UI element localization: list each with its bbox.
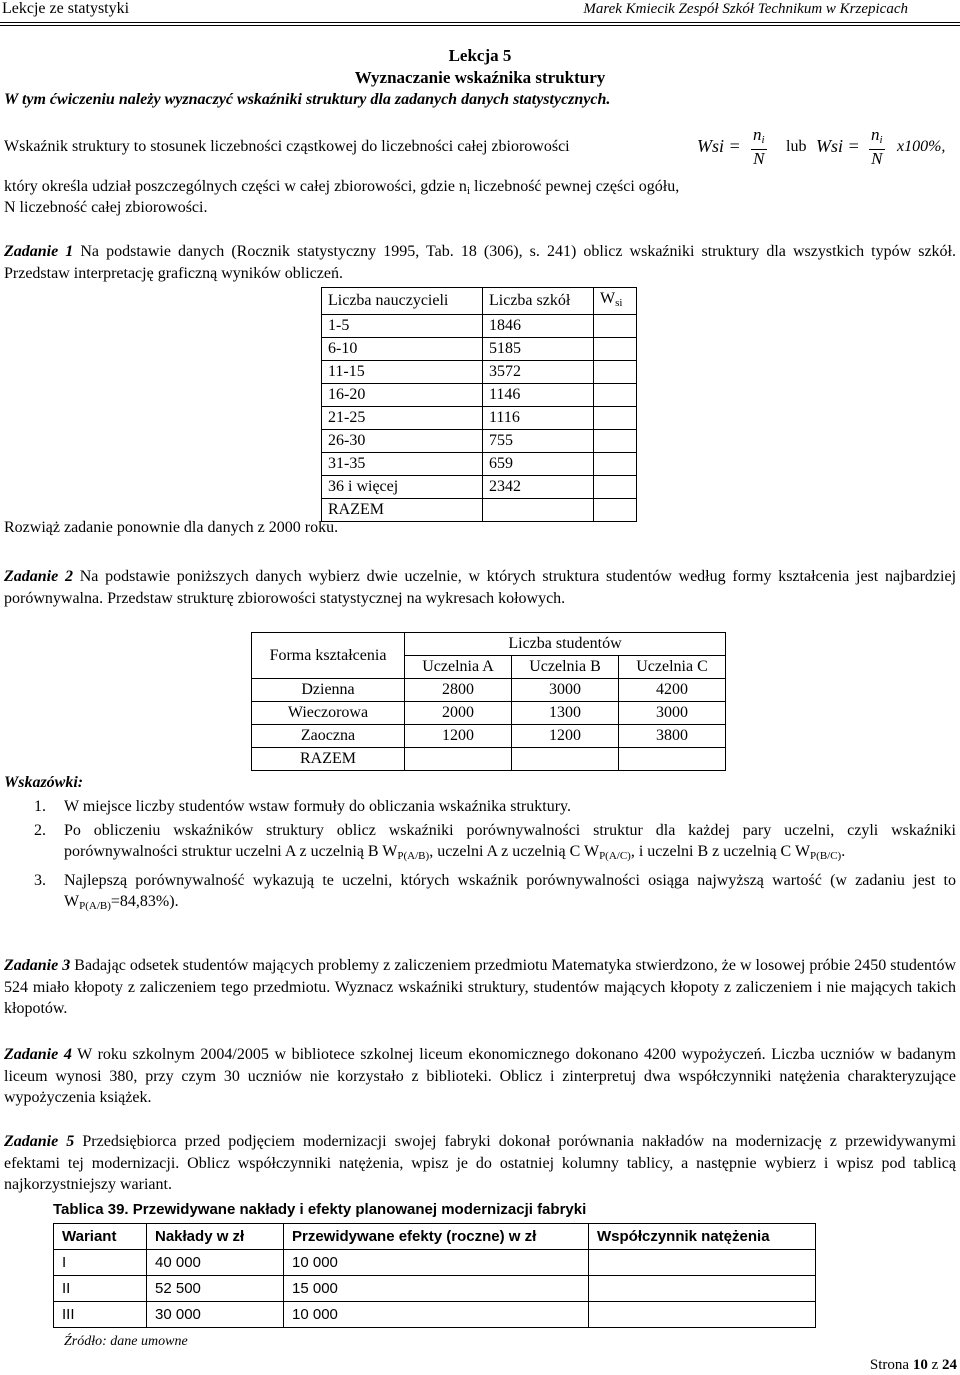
table-row: 21-25 1116 (322, 407, 637, 430)
table-header-row (54, 1224, 816, 1250)
task3-text: Zadanie 3 Badając odsetek studentów mających problemy z zaliczeniem przedmiotu Matematyka stwierdzono, że w losowej próbie 2450 studentów 524 miało kłopoty z zaliczeniem tego przedmiotu. Wyznacz wskaźniki struktury, studentów mających kłopoty z zaliczeniem i nie mających takich kłopotów. (4, 957, 957, 1017)
header-right: Marek Kmiecik Zespół Szkół Technikum w Krzepicach (583, 1, 908, 17)
header-cell: Przewidywane efekty (roczne) w zł (284, 1224, 589, 1250)
definition-line2: który określa udział poszczególnych części w całej zbiorowości, gdzie $n_i$ liczebność pewnej części ogółu, (4, 178, 680, 197)
lesson-subtitle: Wyznaczanie wskaźnika struktury (354, 68, 606, 87)
formula-fraction-1 (751, 126, 767, 168)
header-cell: Liczba nauczycieli (322, 288, 483, 315)
header-cell: $W_{si}$ (594, 288, 637, 315)
definition-lead: Wskaźnik struktury to stosunek liczebności cząstkowej do liczebności całej zbiorowości (4, 138, 570, 155)
formula-wsi-1: Wsi = (697, 136, 741, 156)
task5-table-title: Tablica 39. Przewidywane nakłady i efekty planowanej modernizacji fabryki (53, 1201, 587, 1218)
table-row: 31-35 659 (322, 453, 637, 476)
lesson-title: Lekcja 5 (448, 46, 512, 65)
task1-after: Rozwiąż zadanie ponownie dla danych z 2000 roku. (4, 519, 339, 536)
header-cell: Forma kształcenia (252, 633, 405, 679)
task1-table (321, 287, 637, 522)
header-rule-double (0, 25, 960, 26)
hints-list (4, 796, 956, 920)
header-left: Lekcje ze statystyki (2, 0, 130, 17)
table-row: 1-5 1846 (322, 315, 637, 338)
task5-source: Źródło: dane umowne (64, 1334, 188, 1349)
list-item: 3. Najlepszą porównywalność wykazują te uczelni, których wskaźnik porównywalności osiąga najwyższą wartość (w zadaniu jest to $W_{P(A/B)}=84,83\%$). (34, 871, 956, 912)
header-cell: Uczelnia B (512, 656, 619, 679)
formula-lub: lub (786, 138, 807, 155)
fraction-numerator: $n_i$ (751, 126, 767, 150)
table-row: III 30 000 10 000 (54, 1302, 816, 1328)
header-cell: Współczynnik natężenia (589, 1224, 816, 1250)
task4-text: Zadanie 4 W roku szkolnym 2004/2005 w bibliotece szkolnej liceum ekonomicznego dokonano 4200 wypożyczeń. Liczba uczniów w badanym liceum wynosi 380, przy czym 30 uczniów nie korzystało z biblioteki. Oblicz i zinterpretuj dwa współczynniki natężenia charakteryzujące wypożyczenia książek. (4, 1046, 957, 1106)
task2-text: Zadanie 2 Na podstawie poniższych danych wybierz dwie uczelnie, w których struktura studentów według formy kształcenia jest najbardziej porównywalna. Przedstaw strukturę zbiorowości statystycznej na wykresach kołowych. (4, 568, 957, 607)
table-header-row (322, 288, 637, 315)
table-row: 16-20 1146 (322, 384, 637, 407)
table-row: 26-30 755 (322, 430, 637, 453)
header-cell: Uczelnia A (405, 656, 512, 679)
hints-label: Wskazówki: (4, 774, 84, 791)
fraction-denominator: N (871, 149, 883, 168)
table-row: II 52 500 15 000 (54, 1276, 816, 1302)
fraction-numerator: $n_i$ (869, 126, 885, 150)
definition-line3: N liczebność całej zbiorowości. (4, 199, 208, 216)
table-header-row (252, 633, 726, 656)
table-row: Wieczorowa 2000 1300 3000 (252, 702, 726, 725)
header-rule (0, 22, 960, 23)
table-row: RAZEM (252, 748, 726, 771)
task5-table (53, 1223, 816, 1328)
table-row: 6-10 5185 (322, 338, 637, 361)
fraction-denominator: N (753, 149, 765, 168)
header-cell: Nakłady w zł (147, 1224, 284, 1250)
formula-wsi-2: Wsi = (816, 136, 860, 156)
header-cell: Uczelnia C (619, 656, 726, 679)
table-row: 36 i więcej 2342 (322, 476, 637, 499)
table-row: Dzienna 2800 3000 4200 (252, 679, 726, 702)
header-cell: Liczba studentów (405, 633, 726, 656)
formula-x100: x100%, (897, 138, 946, 155)
task5-text: Zadanie 5 Przedsiębiorca przed podjęciem modernizacji swojej fabryki dokonał porównania nakładów na modernizację z przewidywanymi efektami tej modernizacji. Oblicz współczynniki natężenia, wpisz je do ostatniej kolumny tablicy, a następnie wybierz i wpisz pod tablicą najkorzystniejszy wariant. (4, 1133, 957, 1193)
table-row: 11-15 3572 (322, 361, 637, 384)
page-number: Strona 10 z 24 (869, 1357, 957, 1373)
header-cell: Liczba szkół (483, 288, 594, 315)
task1-text: Zadanie 1 Na podstawie danych (Rocznik statystyczny 1995, Tab. 18 (306), s. 241) oblicz wskaźniki struktury dla wszystkich typów szkół. Przedstaw interpretację graficzną wyników obliczeń. (4, 243, 956, 282)
formula-fraction-2 (869, 126, 885, 168)
list-item: 1. W miejsce liczby studentów wstaw formuły do obliczania wskaźnika struktury. (34, 798, 571, 815)
header-cell: Wariant (54, 1224, 147, 1250)
table-row: RAZEM (322, 499, 637, 522)
task2-table (251, 632, 726, 771)
table-row: Zaoczna 1200 1200 3800 (252, 725, 726, 748)
table-row: I 40 000 10 000 (54, 1250, 816, 1276)
list-item: 2. Po obliczeniu wskaźników struktury oblicz wskaźniki porównywalności struktur dla każdej pary uczelni, czyli wskaźniki porównywalności struktur uczelni A z uczelnią B $W_{P(A/B)}$, uczelni A z uczelnią C $W_{P(A/C)}$, i uczelni B z uczelnią C $W_{P(B/C)}$. (34, 821, 956, 862)
lesson-instruction: W tym ćwiczeniu należy wyznaczyć wskaźniki struktury dla zadanych danych statystycznych. (4, 91, 611, 108)
